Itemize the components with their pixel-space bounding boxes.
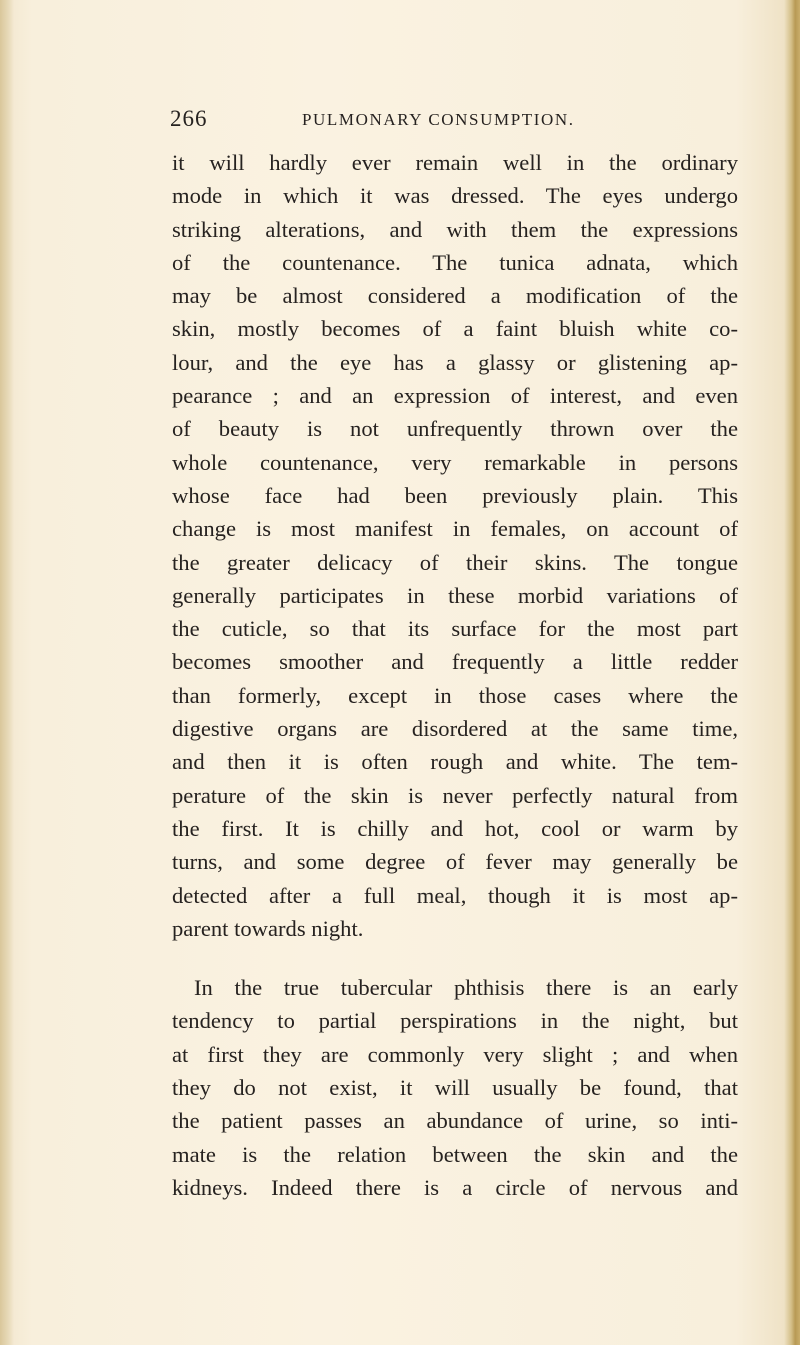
text-line: of the countenance. The tunica adnata, which <box>172 249 738 275</box>
text-line: becomes smoother and frequently a little redder <box>172 649 738 675</box>
text-line: the cuticle, so that its surface for the most part <box>172 616 738 642</box>
text-line: they do not exist, it will usually be found, that <box>172 1075 738 1101</box>
text-line: at first they are commonly very slight ; and when <box>172 1041 738 1067</box>
running-title: PULMONARY CONSUMPTION. <box>302 110 575 129</box>
text-line: turns, and some degree of fever may generally be <box>172 849 738 875</box>
text-line: detected after a full meal, though it is most ap- <box>172 882 738 908</box>
text-line: In the true tubercular phthisis there is an early <box>194 975 738 1001</box>
page-number: 266 <box>170 106 208 131</box>
text-line: whole countenance, very remarkable in persons <box>172 449 738 475</box>
paragraph-2 <box>172 971 738 1204</box>
text-line: lour, and the eye has a glassy or glistening ap- <box>172 349 738 375</box>
text-line: kidneys. Indeed there is a circle of nervous and <box>172 1174 738 1200</box>
text-line: and then it is often rough and white. The tem- <box>172 749 738 775</box>
text-line: the greater delicacy of their skins. The tongue <box>172 549 738 575</box>
text-line: pearance ; and an expression of interest, and even <box>172 383 738 409</box>
text-line: generally participates in these morbid variations of <box>172 582 738 608</box>
body-text <box>172 146 738 1204</box>
text-line: than formerly, except in those cases where the <box>172 682 738 708</box>
text-line: tendency to partial perspirations in the night, but <box>172 1008 738 1034</box>
text-line: whose face had been previously plain. This <box>172 482 738 508</box>
page-header <box>170 106 730 138</box>
text-line: the first. It is chilly and hot, cool or warm by <box>172 815 738 841</box>
text-line: change is most manifest in females, on account of <box>172 516 738 542</box>
text-line: the patient passes an abundance of urine, so inti- <box>172 1108 738 1134</box>
text-line: may be almost considered a modification of the <box>172 283 738 309</box>
text-line: perature of the skin is never perfectly natural from <box>172 782 738 808</box>
text-line: skin, mostly becomes of a faint bluish white co- <box>172 316 738 342</box>
text-line: parent towards night. <box>172 915 364 941</box>
text-line: mate is the relation between the skin and the <box>172 1141 738 1167</box>
text-line: striking alterations, and with them the expressions <box>172 216 738 242</box>
page-binding-shadow <box>0 0 14 1345</box>
page-edge-shadow <box>784 0 800 1345</box>
text-line: of beauty is not unfrequently thrown over the <box>172 416 738 442</box>
text-line: digestive organs are disordered at the same time, <box>172 716 738 742</box>
text-line: mode in which it was dressed. The eyes undergo <box>172 183 738 209</box>
paragraph-1 <box>172 146 738 945</box>
text-line: it will hardly ever remain well in the ordinary <box>172 150 738 175</box>
